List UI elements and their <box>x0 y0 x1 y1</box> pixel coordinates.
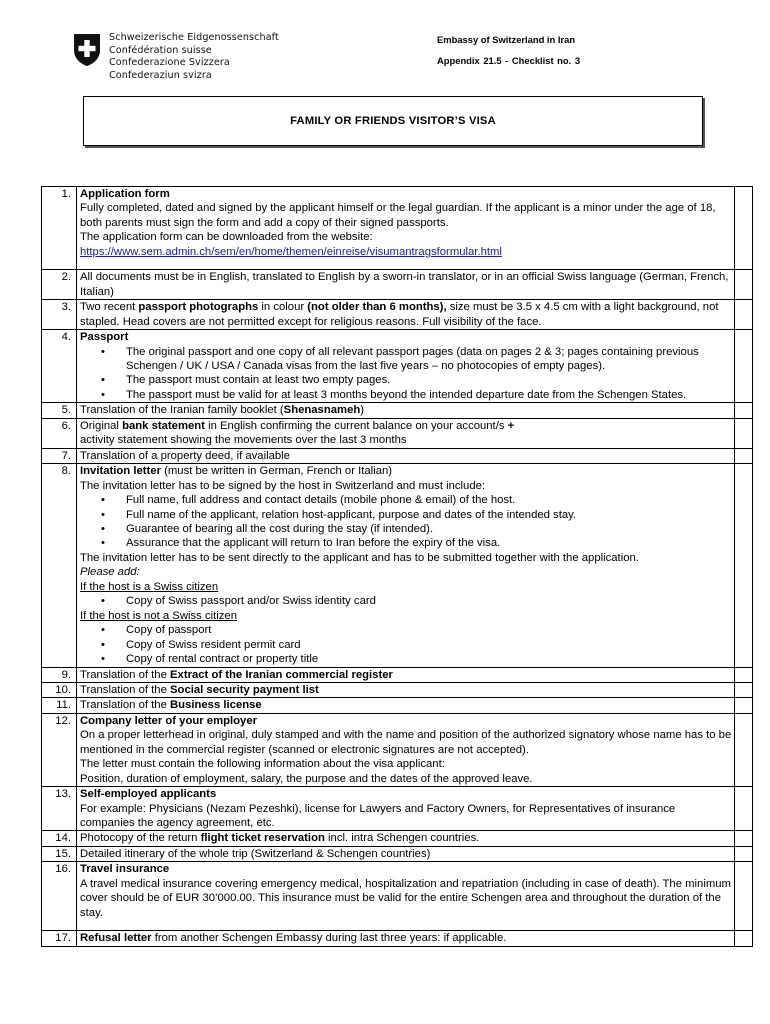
item-number: 11. <box>42 698 77 713</box>
checklist-row-16 <box>42 862 753 931</box>
list-item: • Copy of rental contract or property title <box>80 652 732 666</box>
item-invitation-letter: Invitation letter (must be written in German, French or Italian) The invitation letter has to be signed by the host in Switzerland and must include: • Full name, full address and contact details (mobile phone & email) of the host. • Full name of the applicant, relation host-applicant, purpose and dates of the intended stay. • Guarantee of bearing all the cost during the stay (if intended). • Assurance that the applicant will return to Iran before the expiry of the visa. The invitation letter has to be sent directly to the applicant and has to be submitted together with the application. Please add: If the host is a Swiss citizen • Copy of Swiss passport and/or Swiss identity card If the host is not a Swiss citizen • Copy of passport • Copy of Swiss resident permit card • Copy of rental contract or property title <box>77 464 735 667</box>
checklist-row-13 <box>42 787 753 831</box>
item-number: 5. <box>42 403 77 418</box>
appendix-label: Appendix 21.5 - Checklist no. 3 <box>437 55 581 66</box>
item-property-deed: Translation of a property deed, if available <box>77 448 735 463</box>
item-number: 13. <box>42 787 77 831</box>
item-social-security: Translation of the Social security payment list <box>77 682 735 697</box>
item-number: 10. <box>42 682 77 697</box>
item-commercial-register: Translation of the Extract of the Iranian commercial register <box>77 667 735 682</box>
item-text: For example: Physicians (Nezam Pezeshki), license for Lawyers and Factory Owners, for Representatives of insurance companies the agency agreement, etc. <box>80 802 676 830</box>
item-documents-language: All documents must be in English, translated to English by a sworn-in translator, or in an official Swiss language (German, French, Italian) <box>77 270 735 300</box>
list-item: • Copy of Swiss passport and/or Swiss identity card <box>80 594 732 608</box>
item-text: A travel medical insurance covering emergency medical, hospitalization and repatriation (including in case of death). The minimum cover should be of EUR 30’000.00. This insurance must be valid for the entire Schengen area and throughout the duration of the stay. <box>80 877 731 919</box>
please-add-label: Please add: <box>80 566 140 579</box>
non-swiss-host-heading: If the host is not a Swiss citizen <box>80 609 237 622</box>
passport-requirements-list <box>80 345 732 403</box>
checklist-row-12 <box>42 713 753 786</box>
page-title: FAMILY OR FRIENDS VISITOR’S VISA <box>290 115 496 127</box>
checklist-row-11 <box>42 698 753 713</box>
title-box <box>83 96 703 146</box>
checklist-row-10 <box>42 682 753 697</box>
item-heading: Self-employed applicants <box>80 788 217 801</box>
federation-name-fr: Confédération suisse <box>109 44 212 56</box>
list-item: • Copy of passport <box>80 623 732 637</box>
invitation-requirements-list <box>80 493 732 551</box>
list-item: • The passport must contain at least two empty pages. <box>80 373 732 387</box>
swiss-host-heading: If the host is a Swiss citizen <box>80 580 219 593</box>
list-item: • Copy of Swiss resident permit card <box>80 638 732 652</box>
list-item: • Guarantee of bearing all the cost during the stay (if intended). <box>80 522 732 536</box>
item-text: The invitation letter has to be sent directly to the applicant and has to be submitted together with the application. <box>80 551 639 564</box>
checklist-row-9 <box>42 667 753 682</box>
federation-name-it: Confederazione Svizzera <box>109 57 230 68</box>
checklist-row-6 <box>42 418 753 448</box>
checklist-row-1 <box>42 187 753 270</box>
checklist-table <box>41 186 753 947</box>
item-heading: Company letter of your employer <box>80 714 258 727</box>
item-application-form <box>77 187 735 270</box>
item-number: 6. <box>42 418 77 448</box>
item-text: Position, duration of employment, salary, the purpose and the dates of the approved leave. <box>80 772 533 785</box>
item-text: The invitation letter has to be signed by the host in Switzerland and must include: <box>80 479 486 492</box>
list-item: • Full name, full address and contact details (mobile phone & email) of the host. <box>80 493 732 507</box>
item-number: 16. <box>42 862 77 931</box>
swiss-crest-icon <box>72 33 102 67</box>
item-text: The application form can be downloaded from the website: <box>80 231 373 244</box>
federation-name-rm: Confederaziun svizra <box>109 69 212 81</box>
item-number: 17. <box>42 931 77 946</box>
application-form-link[interactable]: https://www.sem.admin.ch/sem/en/home/themen/einreise/visumantragsformular.html <box>80 245 502 258</box>
list-item: • The passport must be valid for at least 3 months beyond the intended departure date from the Schengen States. <box>80 388 732 402</box>
checklist-row-2 <box>42 270 753 300</box>
item-passport-photographs: Two recent passport photographs in colour (not older than 6 months), size must be 3.5 x 4.5 cm with a light background, not stapled. Head covers are not permitted except for religious reasons. Full visibility of the face. <box>77 300 735 330</box>
item-number: 14. <box>42 831 77 846</box>
federation-name-de: Schweizerische Eidgenossenschaft <box>109 32 279 43</box>
item-business-license: Translation of the Business license <box>77 698 735 713</box>
item-text: Fully completed, dated and signed by the applicant himself or the legal guardian. If the applicant is a minor under the age of 18, both parents must sign the form and add a copy of their signed passports. <box>80 202 716 229</box>
item-flight-ticket: Photocopy of the return flight ticket reservation incl. intra Schengen countries. <box>77 831 735 846</box>
checklist-row-14 <box>42 831 753 846</box>
item-number: 12. <box>42 713 77 786</box>
item-travel-insurance <box>77 862 735 931</box>
item-number: 2. <box>42 270 77 300</box>
item-number: 9. <box>42 667 77 682</box>
item-number: 15. <box>42 846 77 861</box>
checklist-row-3 <box>42 300 753 330</box>
item-refusal-letter: Refusal letter from another Schengen Embassy during last three years: if applicable. <box>77 931 735 946</box>
item-passport <box>77 330 735 403</box>
list-item: • Full name of the applicant, relation host-applicant, purpose and dates of the intended stay. <box>80 508 732 522</box>
item-text: The letter must contain the following information about the visa applicant: <box>80 758 445 771</box>
checklist-row-5 <box>42 403 753 418</box>
item-self-employed <box>77 787 735 831</box>
checklist-row-7 <box>42 448 753 463</box>
item-heading: Invitation letter <box>80 465 161 478</box>
list-item: • The original passport and one copy of all relevant passport pages (data on pages 2 & 3; pages containing previous Schengen / UK / USA / Canada visas from the last five years – no photocopies of empty pages). <box>80 345 732 374</box>
non-swiss-host-list <box>80 623 732 666</box>
federation-names <box>109 32 279 82</box>
checklist-row-4 <box>42 330 753 403</box>
swiss-host-list <box>80 594 732 608</box>
item-bank-statement: Original bank statement in English confirming the current balance on your account/s + activity statement showing the movements over the last 3 months <box>77 418 735 448</box>
item-company-letter <box>77 713 735 786</box>
item-heading: Passport <box>80 331 129 344</box>
item-itinerary: Detailed itinerary of the whole trip (Switzerland & Schengen countries) <box>77 846 735 861</box>
item-number: 3. <box>42 300 77 330</box>
item-text: On a proper letterhead in original, duly stamped and with the name and position of the authorized signatory whose name has to be mentioned in the commercial register (scanned or electronic signatures are not accepted). <box>80 729 732 756</box>
list-item: • Assurance that the applicant will return to Iran before the expiry of the visa. <box>80 536 732 550</box>
item-number: 1. <box>42 187 77 270</box>
embassy-name: Embassy of Switzerland in Iran <box>437 34 576 45</box>
checklist-row-17 <box>42 931 753 946</box>
item-number: 7. <box>42 448 77 463</box>
item-heading: Application form <box>80 188 170 200</box>
item-family-booklet: Translation of the Iranian family booklet (Shenasnameh) <box>77 403 735 418</box>
checklist-row-8 <box>42 464 753 667</box>
item-number: 4. <box>42 330 77 403</box>
item-heading: Travel insurance <box>80 863 170 876</box>
checklist-row-15 <box>42 846 753 861</box>
item-number: 8. <box>42 464 77 667</box>
